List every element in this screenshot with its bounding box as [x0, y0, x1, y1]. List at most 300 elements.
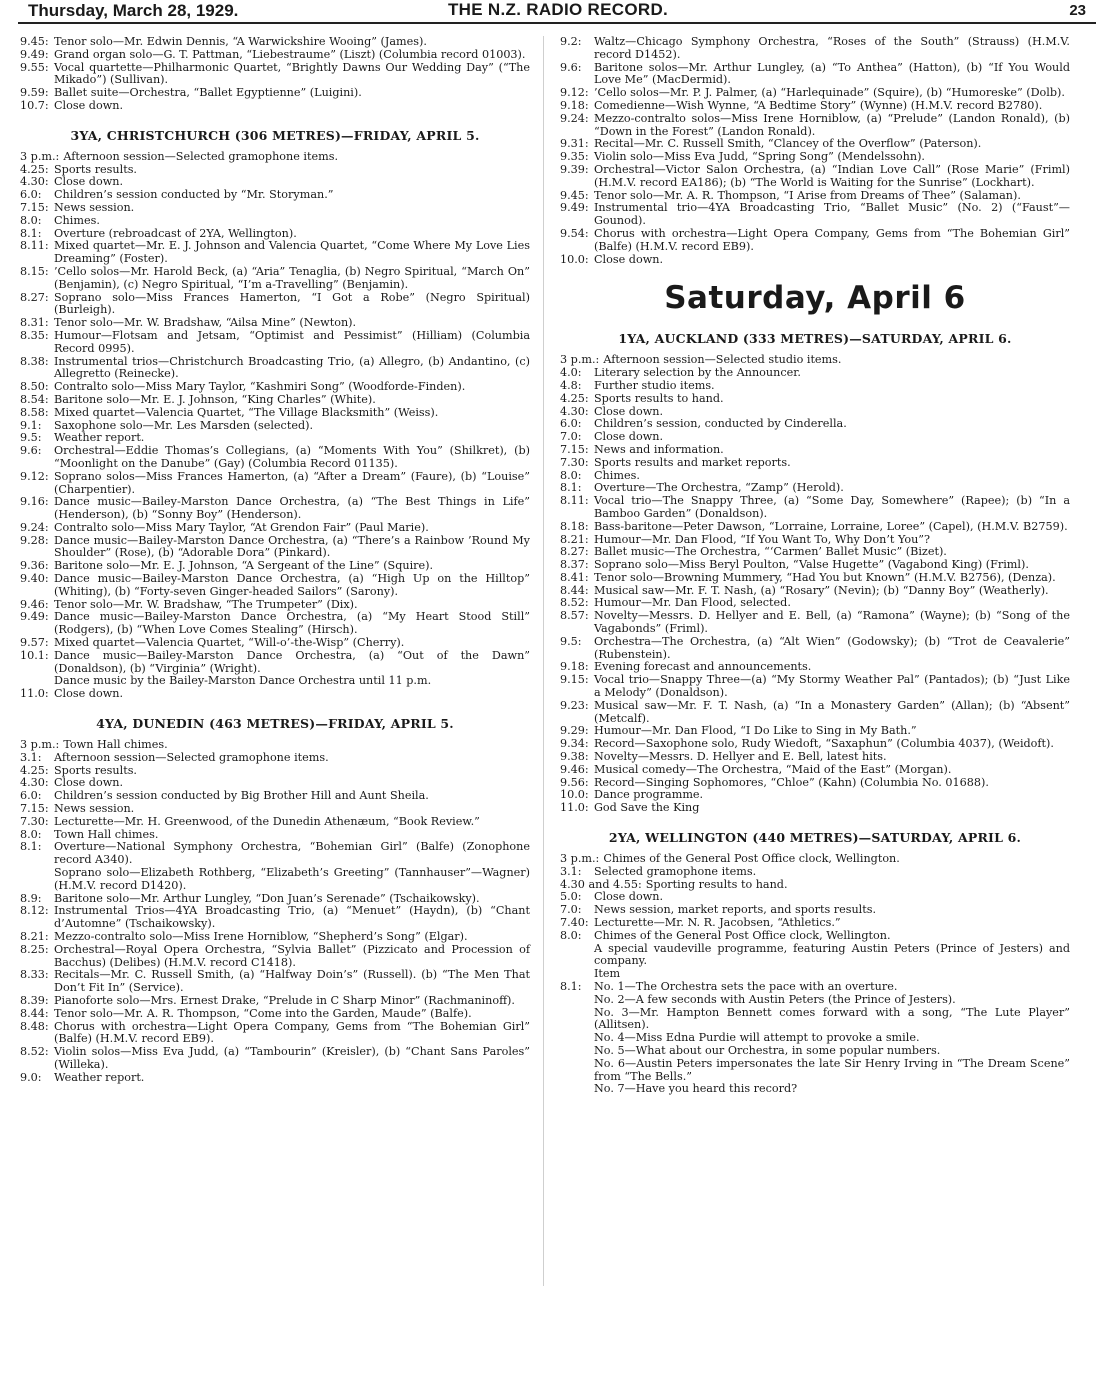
program-entry: [20, 637, 530, 650]
entry-time: 8.38:: [20, 354, 49, 368]
masthead: [18, 0, 1096, 24]
entry-text: Tenor solo—Mr. A. R. Thompson, “Come into the Garden, Maude” (Balfe).: [54, 1006, 472, 1020]
entry-text: Weather report.: [54, 1070, 145, 1084]
entry-text: Overture (rebroadcast of 2YA, Wellington).: [54, 226, 297, 240]
program-entry: [560, 457, 1070, 470]
program-entry: [20, 841, 530, 867]
entry-time: 4.30 and 4.55:: [560, 877, 642, 891]
entry-time: 8.0:: [560, 928, 582, 942]
entry-text: Sports results.: [54, 162, 137, 176]
station-heading-2ya: 2YA, WELLINGTON (440 METRES)—SATURDAY, APRIL 6.: [608, 830, 1022, 846]
entry-time: 7.15:: [20, 802, 49, 816]
entry-time: 9.55:: [20, 60, 49, 74]
entry-time: 9.18:: [560, 660, 589, 674]
entry-text: Orchestral—Eddie Thomas’s Collegians, (a) “Moments With You” (Shilkret), (b) “Moonlight on the Danube” (Gay) (Columbia Record 01135).: [54, 444, 530, 470]
entry-time: 9.49:: [20, 610, 49, 624]
entry-time: 8.35:: [20, 328, 49, 342]
entry-text: Selected gramophone items.: [594, 864, 757, 878]
entry-text: Chimes.: [54, 213, 100, 227]
entry-time: 9.0:: [20, 1070, 42, 1084]
entry-time: 9.6:: [20, 444, 42, 458]
entry-time: [560, 1058, 594, 1084]
program-entry: [20, 611, 530, 637]
program-entry: [560, 495, 1070, 521]
entry-time: 8.44:: [20, 1006, 49, 1020]
entry-text: Orchestral—Victor Salon Orchestra, (a) “Indian Love Call” (Rose Marie” (Friml) (H.M.V. record EA186); (b) “The World is Waiting for the Sunrise” (Lockhart).: [594, 162, 1070, 189]
program-entry: [560, 62, 1070, 88]
entry-time: 9.49:: [560, 201, 589, 215]
entry-time: 9.24:: [560, 111, 589, 125]
entry-time: 8.41:: [560, 570, 589, 584]
entry-text: Overture—National Symphony Orchestra, “Bohemian Girl” (Balfe) (Zonophone record A340).: [54, 840, 530, 867]
program-entry: [20, 995, 530, 1008]
program-entry: [560, 636, 1070, 662]
entry-time: 9.34:: [560, 737, 589, 751]
entry-text: Vocal trio—Snappy Three—(a) “My Stormy Weather Pal” (Pantados); (b) “Just Like a Melody” (Donaldson).: [594, 673, 1070, 700]
entry-text: Mixed quartet—Valencia Quartet, “The Village Blacksmith” (Weiss).: [54, 405, 439, 419]
entry-text: No. 1—The Orchestra sets the pace with an overture.: [594, 980, 898, 993]
entry-text: No. 2—A few seconds with Austin Peters (the Prince of Jesters).: [594, 992, 956, 1006]
entry-time: [560, 943, 594, 969]
entry-text: Pianoforte solo—Mrs. Ernest Drake, “Prelude in C Sharp Minor” (Rachmaninoff).: [54, 993, 515, 1007]
entry-time: [560, 1032, 594, 1045]
entry-text: Sports results.: [54, 763, 137, 777]
entry-text: No. 3—Mr. Hampton Bennett comes forward with a song, “The Lute Player” (Allitsen).: [594, 1005, 1070, 1032]
entry-time: 6.0:: [20, 188, 42, 202]
entry-time: 7.15:: [560, 442, 589, 456]
entry-time: 8.1:: [20, 226, 42, 240]
program-list: [560, 354, 1070, 815]
entry-time: 4.30:: [560, 404, 589, 418]
entry-time: 7.40:: [560, 916, 589, 930]
entry-time: 4.25:: [560, 391, 589, 405]
entry-time: 9.1:: [20, 418, 42, 432]
page-number: 23: [1069, 2, 1086, 19]
program-entry: [20, 240, 530, 266]
program-entry: [20, 49, 530, 62]
entry-time: 10.0:: [560, 788, 589, 802]
program-entry: [20, 931, 530, 944]
program-entry: [20, 36, 530, 49]
entry-time: 3.1:: [20, 750, 42, 764]
entry-text: Chimes.: [594, 468, 640, 482]
entry-text: Humour—Flotsam and Jetsam, “Optimist and Pessimist” (Hilliam) (Columbia Record 0995).: [54, 328, 530, 355]
entry-text: News session, market reports, and sports results.: [594, 903, 877, 917]
entry-text: Humour—Mr. Dan Flood, selected.: [594, 596, 791, 610]
entry-text: Close down.: [54, 98, 124, 112]
entry-text: Town Hall chimes.: [54, 827, 159, 841]
entry-text: Close down.: [594, 430, 664, 444]
program-entry: [560, 674, 1070, 700]
program-entry: [560, 610, 1070, 636]
entry-text: Record—Saxophone solo, Rudy Wiedoft, “Saxaphun” (Columbia 4037), (Weidoft).: [594, 737, 1054, 751]
program-entry: [560, 572, 1070, 585]
entry-time: 9.5:: [560, 634, 582, 648]
entry-time: 9.46:: [20, 597, 49, 611]
left-column: [20, 36, 530, 1085]
entry-text: Instrumental trios—Christchurch Broadcasting Trio, (a) Allegro, (b) Andantino, (c) Allegretto (Reinecke).: [54, 354, 530, 381]
entry-time: 8.1:: [560, 980, 582, 993]
station-heading-1ya: 1YA, AUCKLAND (333 METRES)—SATURDAY, APRIL 6.: [618, 331, 1012, 347]
program-entry: [560, 444, 1070, 457]
entry-time: 11.0:: [20, 687, 49, 701]
entry-text: Baritone solo—Mr. E. J. Johnson, “King Charles” (White).: [54, 392, 376, 406]
entry-time: 5.0:: [560, 890, 582, 904]
entry-time: 8.54:: [20, 392, 49, 406]
entry-text: Close down.: [54, 175, 124, 189]
entry-text: Saxophone solo—Mr. Les Marsden (selected).: [54, 418, 314, 432]
entry-text: A special vaudeville programme, featuring Austin Peters (Prince of Jesters) and company.: [594, 941, 1070, 968]
entry-text: News session.: [54, 200, 135, 214]
program-entry: [560, 802, 1070, 815]
entry-text: Sporting results to hand.: [645, 877, 788, 891]
entry-text: Baritone solo—Mr. Arthur Lungley, “Don Juan’s Serenade” (Tschaikowsky).: [54, 891, 480, 905]
entry-time: 9.29:: [560, 724, 589, 738]
entry-time: 7.0:: [560, 903, 582, 917]
entry-text: Close down.: [594, 404, 664, 418]
entry-text: Close down.: [594, 890, 664, 904]
entry-time: 8.11:: [20, 239, 49, 253]
entry-time: 9.16:: [20, 495, 49, 509]
entry-time: 9.57:: [20, 636, 49, 650]
entry-text: Baritone solos—Mr. Arthur Lungley, (a) “To Anthea” (Hatton), (b) “If You Would Love Me” (MacDermid).: [594, 60, 1070, 87]
entry-text: Sports results to hand.: [594, 391, 724, 405]
entry-text: Mixed quartet—Mr. E. J. Johnson and Valencia Quartet, “Come Where My Love Lies Dreaming” (Foster).: [54, 239, 530, 266]
entry-time: 3 p.m.:: [560, 852, 600, 866]
program-entry: [560, 228, 1070, 254]
entry-text: Vocal quartette—Philharmonic Quartet, “Brightly Dawns Our Wedding Day” (“The Mikado”) (Sullivan).: [54, 60, 530, 87]
entry-text: Instrumental Trios—4YA Broadcasting Trio, (a) “Menuet” (Haydn), (b) “Chant d’Automne” (Tschaikowsky).: [54, 904, 530, 931]
entry-text: Violin solos—Miss Eva Judd, (a) “Tambourin” (Kreisler), (b) “Chant Sans Paroles” (Willeka).: [54, 1045, 530, 1071]
entry-time: 9.2:: [560, 35, 582, 48]
entry-text: Baritone solo—Mr. E. J. Johnson, “A Sergeant of the Line” (Squire).: [54, 559, 434, 573]
program-entry: [560, 930, 1070, 943]
entry-time: 9.23:: [560, 698, 589, 712]
entry-time: 9.39:: [560, 162, 589, 176]
entry-text: No. 6—Austin Peters impersonates the late Sir Henry Irving in “The Dream Scene” from “The Bells.”: [594, 1056, 1070, 1083]
entry-text: Dance music—Bailey-Marston Dance Orchestra, (a) “High Up on the Hilltop” (Whiting), (b) “Forty-seven Ginger-headed Sailors” (Sarony).: [54, 572, 530, 598]
program-entry: [20, 905, 530, 931]
entry-time: 9.6:: [560, 60, 582, 74]
entry-text: Musical comedy—The Orchestra, “Maid of the East” (Morgan).: [594, 762, 952, 776]
program-entry: [20, 650, 530, 676]
program-entry: [560, 36, 1070, 62]
program-entry: [560, 254, 1070, 267]
entry-text: Musical saw—Mr. F. T. Nash, (a) “Rosary” (Nevin); (b) “Danny Boy” (Weatherly).: [594, 583, 1049, 597]
entry-time: 9.38:: [560, 750, 589, 764]
entry-time: 8.15:: [20, 264, 49, 278]
entry-time: 9.12:: [560, 86, 589, 100]
entry-text: Mezzo-contralto solos—Miss Irene Horniblow, (a) “Prelude” (Landon Ronald), (b) “Down in the Forest” (Landon Ronald).: [594, 111, 1070, 138]
entry-text: Contralto solo—Miss Mary Taylor, “At Grendon Fair” (Paul Marie).: [54, 520, 429, 534]
program-entry: [20, 1046, 530, 1072]
entry-time: [560, 994, 594, 1007]
entry-time: 9.12:: [20, 469, 49, 483]
entry-time: 8.39:: [20, 993, 49, 1007]
publication-title: THE N.Z. RADIO RECORD.: [448, 0, 669, 19]
entry-time: 8.37:: [560, 558, 589, 572]
entry-text: Tenor solo—Browning Mummery, “Had You but Known” (H.M.V. B2756), (Denza).: [594, 570, 1056, 584]
entry-text: News and information.: [594, 442, 724, 456]
entry-text: Afternoon session—Selected gramophone items.: [63, 149, 338, 163]
entry-text: Orchestra—The Orchestra, (a) “Alt Wien” (Godowsky); (b) “Trot de Ceavalerie” (Rubenstein).: [594, 634, 1070, 661]
entry-time: 9.45:: [560, 188, 589, 202]
entry-time: 4.0:: [560, 366, 582, 380]
entry-text: Chorus with orchestra—Light Opera Company, Gems from “The Bohemian Girl” (Balfe) (H.M.V. record EB9).: [54, 1019, 530, 1046]
entry-text: Town Hall chimes.: [63, 738, 168, 752]
program-entry: [560, 113, 1070, 139]
program-entry: [560, 943, 1070, 969]
program-entry: [20, 407, 530, 420]
program-entry: [560, 994, 1070, 1007]
entry-time: 4.30:: [20, 776, 49, 790]
entry-time: 8.21:: [560, 532, 589, 546]
entry-text: Humour—Mr. Dan Flood, “I Do Like to Sing in My Bath.”: [594, 724, 917, 738]
entry-time: 8.31:: [20, 316, 49, 330]
program-entry: [20, 752, 530, 765]
entry-time: 9.35:: [560, 150, 589, 164]
entry-time: 8.0:: [20, 827, 42, 841]
entry-time: 9.18:: [560, 98, 589, 112]
entry-text: Grand organ solo—G. T. Pattman, “Liebestraume” (Liszt) (Columbia record 01003).: [54, 47, 526, 61]
entry-time: 8.1:: [20, 840, 42, 854]
entry-time: 7.30:: [560, 455, 589, 469]
entry-text: Instrumental trio—4YA Broadcasting Trio, “Ballet Music” (No. 2) (“Faust”—Gounod).: [594, 201, 1070, 228]
program-entry: [20, 1021, 530, 1047]
program-entry: [20, 202, 530, 215]
program-entry: [20, 688, 530, 701]
day-heading: Saturday, April 6: [664, 280, 966, 317]
program-entry: [560, 981, 1070, 994]
entry-text: Tenor solo—Mr. W. Bradshaw, “The Trumpeter” (Dix).: [54, 597, 358, 611]
entry-text: ’Cello solos—Mr. P. J. Palmer, (a) “Harlequinade” (Squire), (b) “Humoreske” (Dolb).: [594, 86, 1065, 100]
entry-text: Dance music—Bailey-Marston Dance Orchestra, (a) “My Heart Stood Still” (Rodgers), (b) “When Love Comes Stealing” (Hirsch).: [54, 610, 530, 637]
entry-time: 11.0:: [560, 801, 589, 815]
program-entry: [20, 522, 530, 535]
entry-text: Ballet music—The Orchestra, “‘Carmen’ Ballet Music” (Bizet).: [594, 545, 947, 559]
entry-text: News session.: [54, 802, 135, 816]
entry-text: Mixed quartet—Valencia Quartet, “Will-o’-the-Wisp” (Cherry).: [54, 636, 405, 650]
entry-time: 3 p.m.:: [20, 738, 60, 752]
entry-text: Evening forecast and announcements.: [594, 660, 812, 674]
program-entry: [560, 917, 1070, 930]
program-entry: [20, 867, 530, 893]
entry-time: 7.15:: [20, 200, 49, 214]
entry-text: Novelty—Messrs. D. Hellyer and E. Bell, latest hits.: [594, 750, 887, 764]
entry-text: Dance music—Bailey-Marston Dance Orchestra, (a) “Out of the Dawn” (Donaldson), (b) “Virginia” (Wright).: [54, 648, 530, 675]
entry-time: 10.0:: [560, 252, 589, 266]
entry-time: 8.44:: [560, 583, 589, 597]
entry-time: [560, 1045, 594, 1058]
program-entry: [20, 62, 530, 88]
entry-text: Tenor solo—Mr. A. R. Thompson, “I Arise from Dreams of Thee” (Salaman).: [594, 188, 1021, 202]
entry-text: No. 4—Miss Edna Purdie will attempt to provoke a smile.: [594, 1031, 920, 1045]
entry-time: 10.7:: [20, 98, 49, 112]
entry-time: 8.33:: [20, 968, 49, 982]
entry-text: Close down.: [594, 252, 664, 266]
program-entry: [20, 1072, 530, 1085]
entry-text: Tenor solo—Mr. W. Bradshaw, “Ailsa Mine” (Newton).: [54, 316, 357, 330]
entry-text: Children’s session conducted by Big Brother Hill and Aunt Sheila.: [54, 789, 429, 803]
program-entry: [20, 739, 530, 752]
program-entry: [560, 164, 1070, 190]
entry-time: 9.31:: [560, 137, 589, 151]
entry-text: Dance programme.: [594, 788, 704, 802]
program-list: [20, 36, 530, 113]
program-entry: [560, 764, 1070, 777]
program-entry: [560, 751, 1070, 764]
program-entry: [20, 471, 530, 497]
entry-time: 8.58:: [20, 405, 49, 419]
program-entry: [20, 151, 530, 164]
station-heading-4ya: 4YA, DUNEDIN (463 METRES)—FRIDAY, APRIL 5.: [96, 716, 454, 732]
entry-text: Humour—Mr. Dan Flood, “If You Want To, Why Don’t You”?: [594, 532, 931, 546]
program-entry: [560, 1058, 1070, 1084]
program-entry: [560, 100, 1070, 113]
entry-text: Violin solo—Miss Eva Judd, “Spring Song” (Mendelssohn).: [594, 150, 925, 164]
entry-text: Lecturette—Mr. H. Greenwood, of the Dunedin Athenæum, “Book Review.”: [54, 814, 480, 828]
entry-time: 8.27:: [560, 545, 589, 559]
program-list: [560, 853, 1070, 1096]
entry-time: 8.52:: [560, 596, 589, 610]
program-list: [560, 36, 1070, 266]
entry-text: Sports results and market reports.: [594, 455, 791, 469]
entry-time: 9.46:: [560, 762, 589, 776]
program-entry: [20, 535, 530, 561]
entry-text: Dance music by the Bailey-Marston Dance Orchestra until 11 p.m.: [54, 674, 432, 688]
entry-text: Soprano solo—Miss Frances Hamerton, “I Got a Robe” (Negro Spiritual) (Burleigh).: [54, 290, 530, 317]
program-entry: [20, 292, 530, 318]
entry-time: 9.54:: [560, 226, 589, 240]
program-entry: [560, 1045, 1070, 1058]
entry-time: 9.59:: [20, 86, 49, 100]
entry-time: 9.24:: [20, 520, 49, 534]
program-entry: [20, 969, 530, 995]
entry-text: Mezzo-contralto solo—Miss Irene Horniblow, “Shepherd’s Song” (Elgar).: [54, 930, 468, 943]
program-entry: [560, 559, 1070, 572]
entry-text: Musical saw—Mr. F. T. Nash, (a) “In a Monastery Garden” (Allan); (b) “Absent” (Metcalf).: [594, 698, 1070, 725]
entry-text: Vocal trio—The Snappy Three, (a) “Some Day, Somewhere” (Rapee); (b) “In a Bamboo Garden” (Donaldson).: [594, 494, 1070, 520]
entry-time: 9.28:: [20, 533, 49, 547]
program-entry: [20, 573, 530, 599]
entry-time: 8.9:: [20, 891, 42, 905]
entry-time: 6.0:: [20, 789, 42, 803]
program-list: [20, 739, 530, 1085]
entry-text: Contralto solo—Miss Mary Taylor, “Kashmiri Song” (Woodforde-Finden).: [54, 380, 466, 394]
entry-text: Item: [594, 967, 621, 981]
program-entry: [20, 266, 530, 292]
entry-time: 9.5:: [20, 431, 42, 445]
entry-time: 4.30:: [20, 175, 49, 189]
entry-text: Soprano solo—Miss Beryl Poulton, “Valse Hugette” (Vagabond King) (Friml).: [594, 558, 1029, 572]
entry-text: Dance music—Bailey-Marston Dance Orchestra, (a) “There’s a Rainbow ’Round My Shoulder” (Rose), (b) “Adorable Dora” (Pinkard).: [54, 533, 530, 560]
entry-text: Afternoon session—Selected gramophone items.: [54, 750, 329, 764]
program-entry: [560, 431, 1070, 444]
entry-time: 8.0:: [20, 213, 42, 227]
program-entry: [20, 100, 530, 113]
entry-text: ’Cello solos—Mr. Harold Beck, (a) “Aria” Tenaglia, (b) Negro Spiritual, “March On” (Benjamin), (c) Negro Spiritual, “I’m a-Travelling” (Benjamin).: [54, 264, 530, 291]
entry-text: Comedienne—Wish Wynne, “A Bedtime Story” (Wynne) (H.M.V. record B2780).: [594, 98, 1043, 112]
program-list: [20, 151, 530, 701]
program-entry: [560, 853, 1070, 866]
entry-time: 3 p.m.:: [560, 353, 600, 367]
program-entry: [20, 381, 530, 394]
entry-time: 9.36:: [20, 559, 49, 573]
entry-text: Novelty—Messrs. D. Hellyer and E. Bell, (a) “Ramona” (Wayne); (b) “Song of the Vagabonds” (Friml).: [594, 609, 1070, 636]
right-column: [560, 36, 1070, 1096]
entry-time: 9.49:: [20, 47, 49, 61]
program-entry: [560, 521, 1070, 534]
column-divider: [543, 36, 544, 1286]
entry-text: No. 5—What about our Orchestra, in some popular numbers.: [594, 1043, 941, 1057]
entry-text: Further studio items.: [594, 378, 715, 392]
entry-text: No. 7—Have you heard this record?: [594, 1082, 798, 1096]
entry-text: Chimes of the General Post Office clock, Wellington.: [603, 852, 900, 866]
entry-time: 8.27:: [20, 290, 49, 304]
entry-time: 4.8:: [560, 378, 582, 392]
program-entry: [560, 1083, 1070, 1096]
entry-time: 7.30:: [20, 814, 49, 828]
program-entry: [560, 1007, 1070, 1033]
entry-text: Literary selection by the Announcer.: [594, 366, 801, 380]
issue-date: Thursday, March 28, 1929.: [28, 1, 239, 20]
entry-time: [560, 1007, 594, 1033]
program-entry: [20, 356, 530, 382]
program-entry: [560, 393, 1070, 406]
entry-time: 8.50:: [20, 380, 49, 394]
program-entry: [20, 1008, 530, 1021]
entry-time: 3.1:: [560, 864, 582, 878]
program-entry: [560, 700, 1070, 726]
entry-time: 3 p.m.:: [20, 149, 60, 163]
program-entry: [560, 380, 1070, 393]
entry-time: [20, 867, 54, 893]
entry-time: 8.52:: [20, 1045, 49, 1059]
entry-time: 7.0:: [560, 430, 582, 444]
program-entry: [20, 496, 530, 522]
entry-text: Children’s session conducted by “Mr. Storyman.”: [54, 188, 334, 202]
entry-text: Record—Singing Sophomores, “Chloe” (Kahn) (Columbia No. 01688).: [594, 775, 989, 789]
entry-text: Recitals—Mr. C. Russell Smith, (a) “Halfway Doin’s” (Russell). (b) “The Men That Don’t Fit In” (Service).: [54, 968, 530, 995]
entry-text: Orchestral—Royal Opera Orchestra, “Sylvia Ballet” (Pizzicato and Procession of Bacchus) (Delibes) (H.M.V. record C1418).: [54, 942, 530, 969]
program-entry: [20, 330, 530, 356]
entry-time: [560, 1083, 594, 1096]
entry-text: Close down.: [54, 776, 124, 790]
entry-text: Close down.: [54, 687, 124, 701]
program-entry: [20, 215, 530, 228]
entry-text: Overture—The Orchestra, “Zamp” (Herold).: [594, 481, 844, 495]
entry-time: 8.12:: [20, 904, 49, 918]
entry-time: 8.48:: [20, 1019, 49, 1033]
entry-text: Lecturette—Mr. N. R. Jacobsen, “Athletics.”: [594, 916, 841, 930]
entry-time: 8.21:: [20, 930, 49, 943]
entry-time: 8.0:: [560, 468, 582, 482]
entry-text: Children’s session, conducted by Cinderella.: [594, 417, 847, 431]
entry-text: Weather report.: [54, 431, 145, 445]
entry-time: 9.45:: [20, 35, 49, 48]
entry-time: 9.40:: [20, 572, 49, 586]
entry-time: 8.57:: [560, 609, 589, 623]
entry-time: 9.15:: [560, 673, 589, 687]
entry-text: Afternoon session—Selected studio items.: [603, 353, 842, 367]
program-entry: [20, 394, 530, 407]
entry-text: Ballet suite—Orchestra, “Ballet Egyptienne” (Luigini).: [54, 86, 362, 100]
entry-time: 8.25:: [20, 942, 49, 956]
entry-time: 4.25:: [20, 763, 49, 777]
entry-time: 8.11:: [560, 494, 589, 508]
program-entry: [20, 803, 530, 816]
entry-text: Recital—Mr. C. Russell Smith, “Clancey of the Overflow” (Paterson).: [594, 137, 982, 151]
